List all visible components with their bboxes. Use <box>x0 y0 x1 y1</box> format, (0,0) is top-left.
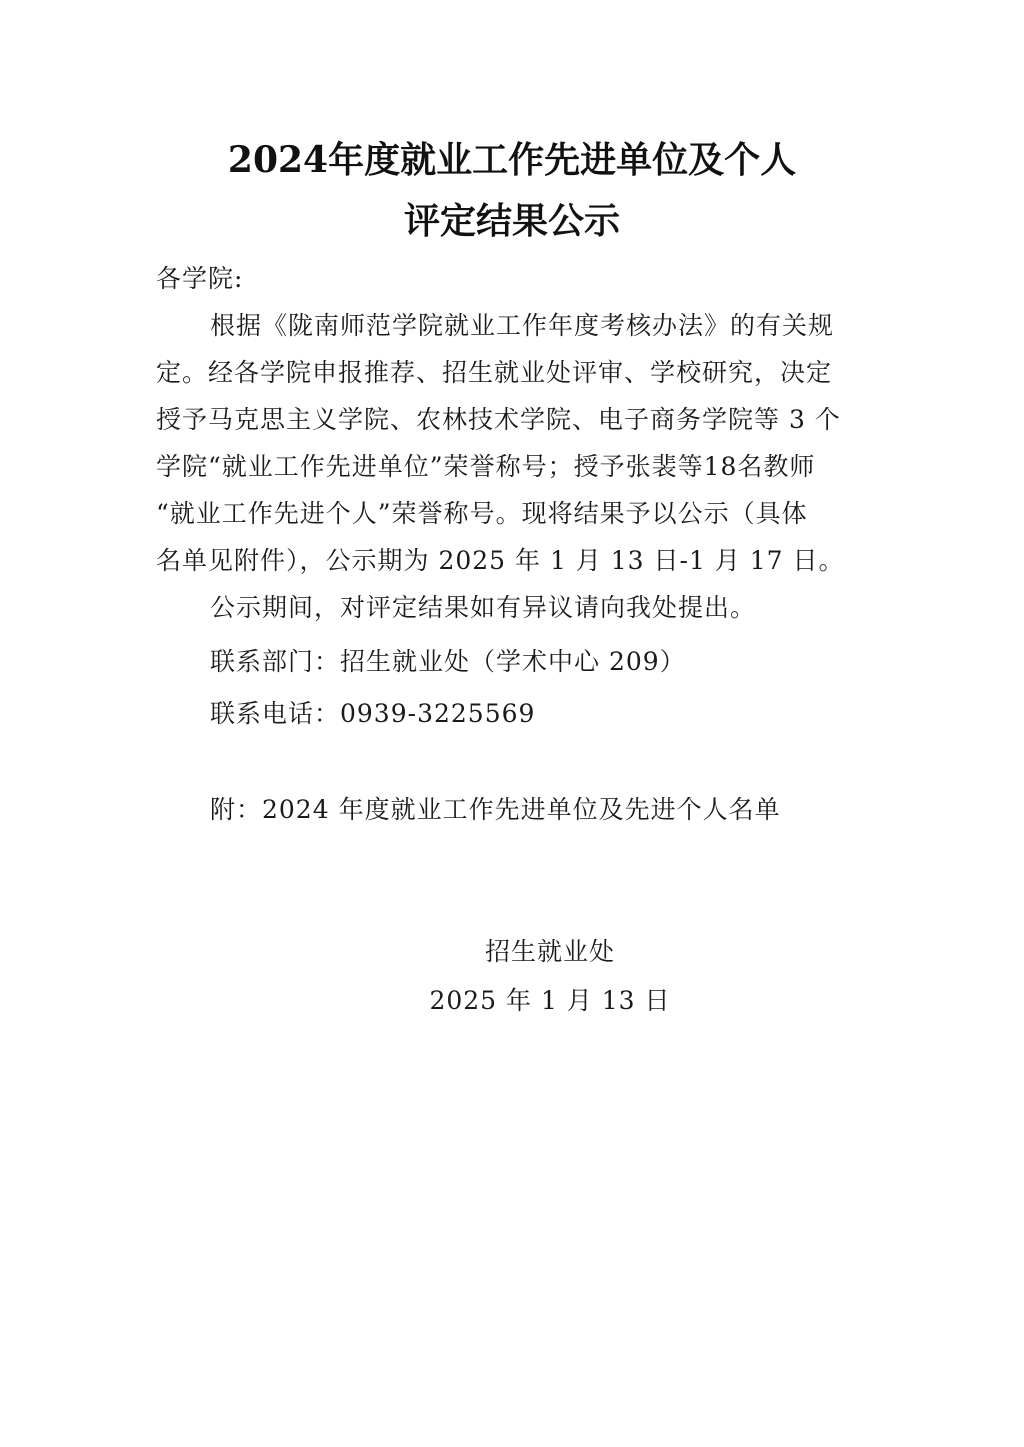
main-paragraph <box>156 302 872 584</box>
contact-phone: 联系电话：0939-3225569 <box>210 699 536 728</box>
document-title-line-1: 2024年度就业工作先进单位及个人 <box>227 139 797 181</box>
signature-organization: 招生就业处 <box>484 937 615 966</box>
paragraph-line: 授予马克思主义学院、农林技术学院、电子商务学院等 3 个 <box>156 405 841 434</box>
contact-department: 联系部门：招生就业处（学术中心 209） <box>210 647 686 676</box>
signature-date: 2025 年 1 月 13 日 <box>429 986 671 1015</box>
paragraph-line: “就业工作先进个人”荣誉称号。现将结果予以公示（具体 <box>156 499 808 528</box>
document-title-line-2: 评定结果公示 <box>403 200 620 242</box>
salutation: 各学院: <box>156 264 244 293</box>
attachment-note: 附：2024 年度就业工作先进单位及先进个人名单 <box>210 795 781 824</box>
paragraph-line: 名单见附件），公示期为 2025 年 1 月 13 日-1 月 17 日。 <box>156 546 845 575</box>
paragraph-line: 定。经各学院申报推荐、招生就业处评审、学校研究，决定 <box>156 358 833 387</box>
paragraph-line: 根据《陇南师范学院就业工作年度考核办法》的有关规 <box>210 311 835 340</box>
paragraph-line: 学院“就业工作先进单位”荣誉称号；授予张裴等18名教师 <box>156 452 816 481</box>
objection-note: 公示期间，对评定结果如有异议请向我处提出。 <box>210 593 757 622</box>
